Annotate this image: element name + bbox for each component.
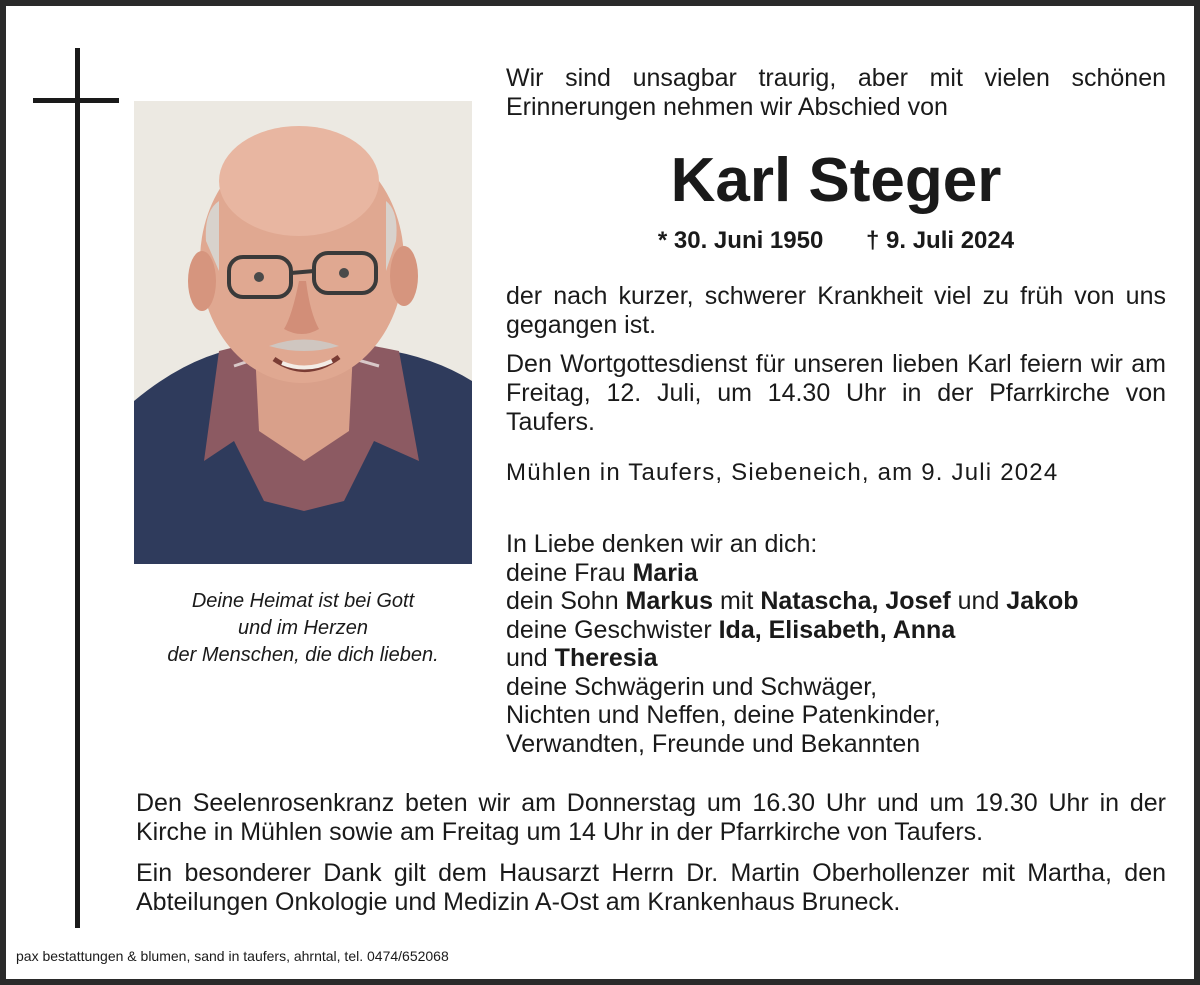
family-son <box>506 587 1186 616</box>
and-connector-2: und <box>506 644 555 672</box>
son-connector: mit <box>713 587 761 615</box>
wife-name: Maria <box>632 558 698 587</box>
caption-line-2: und im Herzen <box>237 617 369 639</box>
family-relatives: Verwandten, Freunde und Bekannten <box>506 729 921 758</box>
funeral-home-footer: pax bestattungen & blumen, sand in taufers, ahrntal, tel. 0474/652068 <box>16 948 449 964</box>
portrait-caption <box>134 588 472 669</box>
family-inlaws: deine Schwägerin und Schwäger, <box>506 672 878 701</box>
family-siblings-last <box>506 644 1186 673</box>
siblings-names: Ida, Elisabeth, Anna <box>718 615 956 644</box>
caption-line-3: der Menschen, die dich lieben. <box>167 644 439 666</box>
life-dates <box>506 226 1166 256</box>
thanks-text: Ein besonderer Dank gilt dem Hausarzt Herrn Dr. Martin Oberhollenzer mit Martha, den Abteilungen Onkologie und Medizin A-Ost am Krankenhaus Bruneck. <box>136 859 1166 916</box>
death-date: † 9. Juli 2024 <box>866 227 1015 254</box>
cross-horizontal-bar <box>33 98 119 103</box>
cross-vertical-bar <box>75 48 80 928</box>
service-announcement: Den Wortgottesdienst für unseren lieben Karl feiern wir am Freitag, 12. Juli, um 14.30 Uhr in der Pfarrkirche von Taufers. <box>506 350 1166 436</box>
deceased-name: Karl Steger <box>670 146 1002 215</box>
grandchild-last-name: Jakob <box>1006 587 1079 615</box>
place-and-date: Mühlen in Taufers, Siebeneich, am 9. Juli 2024 <box>506 459 1059 486</box>
family-list <box>506 530 1186 758</box>
birth-date: * 30. Juni 1950 <box>657 227 824 254</box>
caption-line-1: Deine Heimat ist bei Gott <box>191 590 415 612</box>
family-nieces: Nichten und Neffen, deine Patenkinder, <box>506 701 941 729</box>
obituary-notice <box>6 6 1194 979</box>
passing-text: der nach kurzer, schwerer Krankheit viel zu früh von uns gegangen ist. <box>506 282 1166 339</box>
grandchildren-names: Natascha, Josef <box>760 587 951 615</box>
siblings-prefix: deine Geschwister <box>506 615 719 644</box>
son-prefix: dein Sohn <box>506 587 626 615</box>
portrait-photo <box>134 101 472 564</box>
and-connector: und <box>950 587 1007 615</box>
rosary-announcement: Den Seelenrosenkranz beten wir am Donnerstag um 16.30 Uhr und um 19.30 Uhr in der Kirche in Mühlen sowie am Freitag um 14 Uhr in der Pfarrkirche von Taufers. <box>136 789 1166 846</box>
sibling-last-name: Theresia <box>554 644 658 672</box>
son-name: Markus <box>625 587 714 615</box>
family-siblings <box>506 616 1186 645</box>
intro-text: Wir sind unsagbar traurig, aber mit vielen schönen Erinnerungen nehmen wir Abschied von <box>506 64 1166 121</box>
family-wife <box>506 559 1186 588</box>
wife-prefix: deine Frau <box>506 558 633 587</box>
family-heading: In Liebe denken wir an dich: <box>506 530 818 558</box>
portrait-illustration <box>134 101 472 564</box>
